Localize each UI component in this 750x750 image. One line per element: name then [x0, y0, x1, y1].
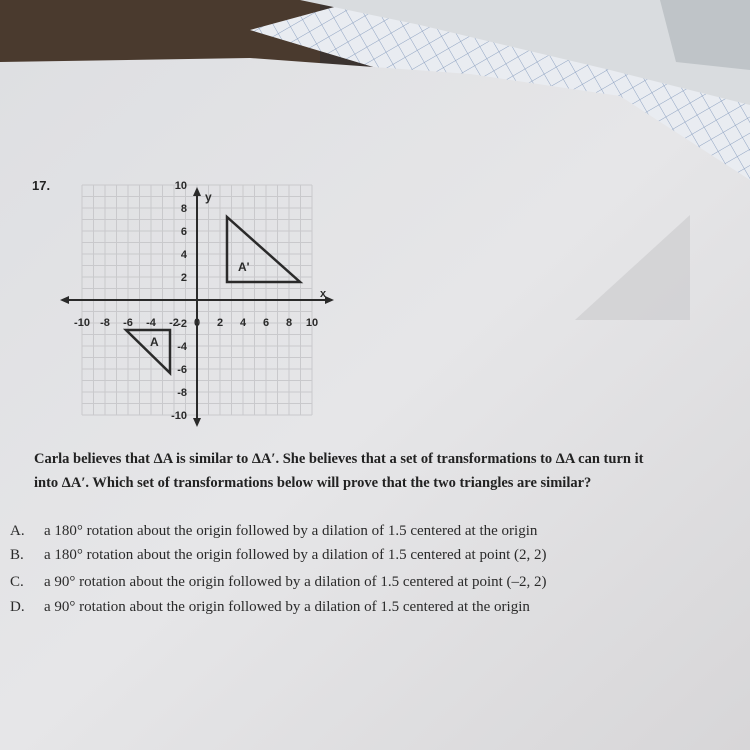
tick-label: 4 [180, 249, 187, 261]
tick-label: -6 [123, 317, 133, 329]
choice-letter: A. [10, 523, 25, 539]
tick-label: -8 [177, 387, 187, 399]
tick-label: 10 [174, 180, 187, 192]
tick-label: -2 [169, 317, 179, 329]
choice-letter: C. [10, 574, 24, 590]
tick-label: 0 [193, 317, 201, 329]
choice-text: a 180° rotation about the origin followed by a dilation of 1.5 centered at the origin [44, 523, 538, 539]
tick-label: 8 [285, 317, 293, 329]
x-axis-label: x [320, 288, 327, 300]
choice-text: a 90° rotation about the origin followed by a dilation of 1.5 centered at the origin [44, 599, 530, 615]
y-axis-label: y [205, 190, 212, 204]
tick-label: -2 [177, 318, 187, 330]
tick-label: 10 [305, 317, 319, 329]
choice-letter: B. [10, 547, 24, 563]
question-number: 17. [32, 178, 51, 193]
choice-letter: D. [10, 599, 25, 615]
tick-label: 8 [180, 203, 187, 215]
tick-label: 6 [180, 226, 187, 238]
tick-label: -6 [177, 364, 187, 376]
triangle-a-prime-label: A' [238, 260, 250, 274]
choice-text: a 90° rotation about the origin followed by a dilation of 1.5 centered at point (–2, 2) [44, 574, 547, 590]
question-prompt-line-2: into ΔA′. Which set of transformations below will prove that the two triangles are similar? [34, 475, 592, 491]
tick-label: 2 [216, 317, 224, 329]
tick-label: 6 [262, 317, 270, 329]
question-prompt-line-1: Carla believes that ΔA is similar to ΔA′. She believes that a set of transformations to ΔA can turn it [34, 451, 644, 467]
tick-label: -10 [74, 317, 90, 329]
tick-label: -8 [100, 317, 110, 329]
triangle-a-label: A [150, 335, 159, 349]
tick-label: -4 [146, 317, 156, 329]
tick-label: 2 [180, 272, 187, 284]
choice-text: a 180° rotation about the origin followed by a dilation of 1.5 centered at point (2, 2) [44, 547, 547, 563]
tick-label: -10 [171, 410, 187, 422]
tick-label: 4 [239, 317, 247, 329]
tick-label: -4 [177, 341, 187, 353]
